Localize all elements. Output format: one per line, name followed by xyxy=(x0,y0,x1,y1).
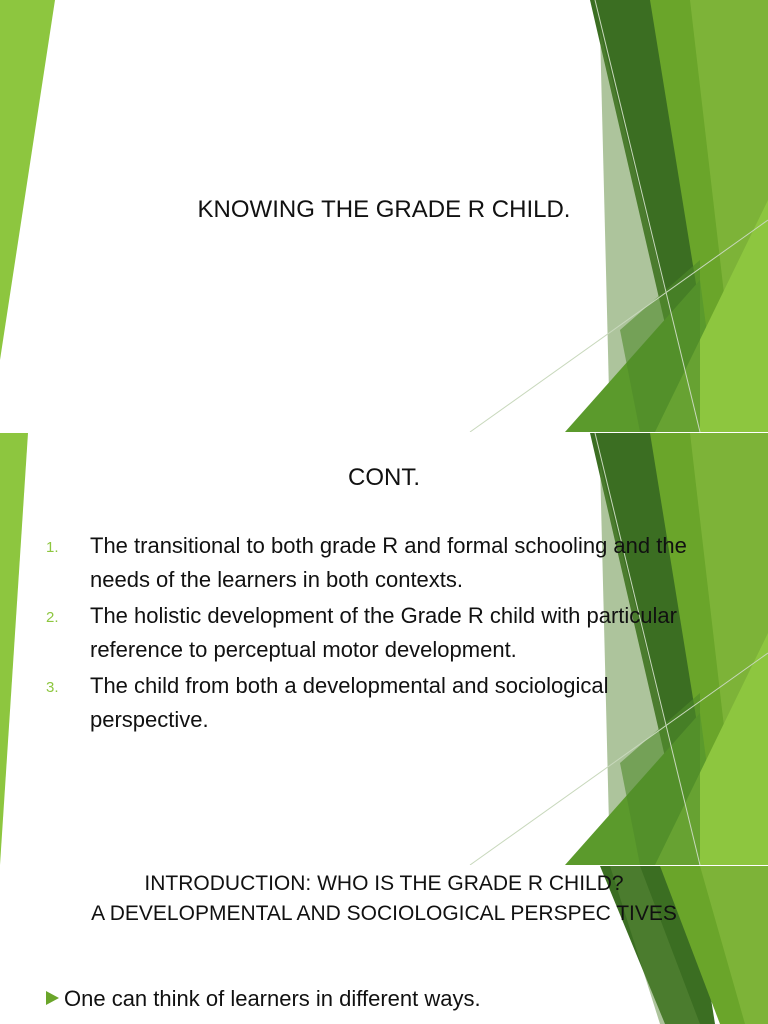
list-item-text: The transitional to both grade R and formal schooling and the needs of the learners in both contexts. xyxy=(90,533,687,592)
slide-2 xyxy=(0,433,768,865)
list-number: 3. xyxy=(46,679,59,696)
slide-3-title-line-2: A DEVELOPMENTAL AND SOCIOLOGICAL PERSPEC TIVES xyxy=(91,902,677,925)
slide-3 xyxy=(0,866,768,1024)
bullet-item xyxy=(46,984,481,1014)
slide-3-title-line-1: INTRODUCTION: WHO IS THE GRADE R CHILD? xyxy=(144,872,624,895)
slide-1 xyxy=(0,0,768,432)
list-item-text: The holistic development of the Grade R child with particular reference to perceptual motor development. xyxy=(90,603,677,662)
list-number: 2. xyxy=(46,609,59,626)
list-item-text: The child from both a developmental and sociological perspective. xyxy=(90,673,609,732)
slide-1-title: KNOWING THE GRADE R CHILD. xyxy=(197,196,571,223)
slide-2-title: CONT. xyxy=(348,464,420,491)
numbered-list xyxy=(46,529,716,739)
slide-3-title xyxy=(0,869,768,929)
list-item xyxy=(46,669,716,737)
list-number: 1. xyxy=(46,539,59,556)
list-item xyxy=(46,599,716,667)
list-item xyxy=(46,529,716,597)
bullet-text: One can think of learners in different ways. xyxy=(64,986,481,1011)
triangle-bullet-icon xyxy=(46,991,59,1005)
